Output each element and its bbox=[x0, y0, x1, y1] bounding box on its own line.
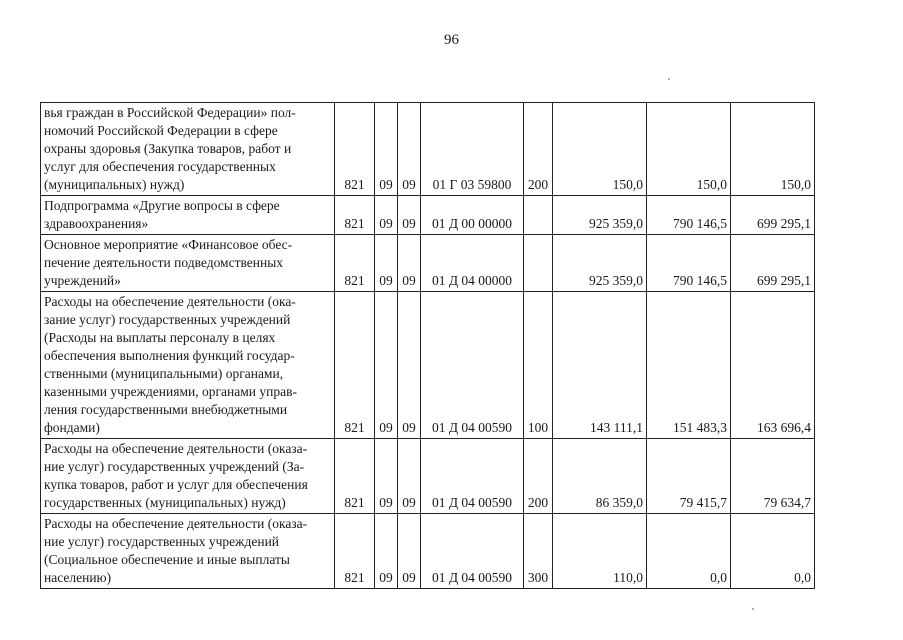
table-row bbox=[41, 439, 815, 514]
amount-year-3: 150,0 bbox=[731, 103, 815, 196]
amount-year-3: 0,0 bbox=[731, 514, 815, 589]
row-description: Подпрограмма «Другие вопросы в сфере здравоохранения» bbox=[41, 196, 335, 235]
amount-year-2: 151 483,3 bbox=[647, 292, 731, 439]
expense-type-code bbox=[524, 235, 553, 292]
section-code: 09 bbox=[375, 439, 398, 514]
amount-year-1: 150,0 bbox=[553, 103, 647, 196]
amount-year-3: 699 295,1 bbox=[731, 196, 815, 235]
subsection-code: 09 bbox=[398, 514, 421, 589]
amount-year-2: 150,0 bbox=[647, 103, 731, 196]
expense-type-code: 300 bbox=[524, 514, 553, 589]
expense-type-code: 200 bbox=[524, 103, 553, 196]
scan-speck bbox=[752, 608, 754, 610]
admin-code: 821 bbox=[335, 439, 375, 514]
amount-year-2: 0,0 bbox=[647, 514, 731, 589]
amount-year-3: 163 696,4 bbox=[731, 292, 815, 439]
budget-table-body bbox=[41, 103, 815, 589]
amount-year-2: 790 146,5 bbox=[647, 196, 731, 235]
admin-code: 821 bbox=[335, 103, 375, 196]
amount-year-1: 925 359,0 bbox=[553, 235, 647, 292]
amount-year-2: 79 415,7 bbox=[647, 439, 731, 514]
admin-code: 821 bbox=[335, 196, 375, 235]
target-article-code: 01 Д 04 00000 bbox=[421, 235, 524, 292]
target-article-code: 01 Д 04 00590 bbox=[421, 439, 524, 514]
scan-speck bbox=[668, 78, 670, 80]
row-description: вья граждан в Российской Федерации» пол- номочий Российской Федерации в сфере охраны здоровья (Закупка товаров, работ и услуг для обеспечения государственных (муниципальных) нужд) bbox=[41, 103, 335, 196]
subsection-code: 09 bbox=[398, 103, 421, 196]
section-code: 09 bbox=[375, 103, 398, 196]
table-row bbox=[41, 103, 815, 196]
amount-year-1: 110,0 bbox=[553, 514, 647, 589]
target-article-code: 01 Д 04 00590 bbox=[421, 292, 524, 439]
amount-year-3: 79 634,7 bbox=[731, 439, 815, 514]
target-article-code: 01 Г 03 59800 bbox=[421, 103, 524, 196]
target-article-code: 01 Д 04 00590 bbox=[421, 514, 524, 589]
admin-code: 821 bbox=[335, 292, 375, 439]
section-code: 09 bbox=[375, 196, 398, 235]
admin-code: 821 bbox=[335, 235, 375, 292]
table-row bbox=[41, 292, 815, 439]
page-number: 96 bbox=[444, 32, 459, 48]
amount-year-2: 790 146,5 bbox=[647, 235, 731, 292]
table-row bbox=[41, 235, 815, 292]
subsection-code: 09 bbox=[398, 235, 421, 292]
subsection-code: 09 bbox=[398, 292, 421, 439]
amount-year-3: 699 295,1 bbox=[731, 235, 815, 292]
subsection-code: 09 bbox=[398, 196, 421, 235]
row-description: Расходы на обеспечение деятельности (оказа- ние услуг) государственных учреждений (За- купка товаров, работ и услуг для обеспечения государственных (муниципальных) нужд) bbox=[41, 439, 335, 514]
expense-type-code bbox=[524, 196, 553, 235]
budget-table bbox=[40, 102, 815, 589]
amount-year-1: 143 111,1 bbox=[553, 292, 647, 439]
section-code: 09 bbox=[375, 235, 398, 292]
table-row bbox=[41, 196, 815, 235]
section-code: 09 bbox=[375, 292, 398, 439]
row-description: Расходы на обеспечение деятельности (ока- зание услуг) государственных учреждений (Расходы на выплаты персоналу в целях обеспечения выполнения функций государ- ственными (муниципальными) органами, казенными учреждениями, органами управ- ления государственными внебюджетными фондами) bbox=[41, 292, 335, 439]
expense-type-code: 200 bbox=[524, 439, 553, 514]
amount-year-1: 925 359,0 bbox=[553, 196, 647, 235]
subsection-code: 09 bbox=[398, 439, 421, 514]
amount-year-1: 86 359,0 bbox=[553, 439, 647, 514]
section-code: 09 bbox=[375, 514, 398, 589]
table-row bbox=[41, 514, 815, 589]
row-description: Основное мероприятие «Финансовое обес- печение деятельности подведомственных учреждений» bbox=[41, 235, 335, 292]
admin-code: 821 bbox=[335, 514, 375, 589]
row-description: Расходы на обеспечение деятельности (оказа- ние услуг) государственных учреждений (Социальное обеспечение и иные выплаты населению) bbox=[41, 514, 335, 589]
target-article-code: 01 Д 00 00000 bbox=[421, 196, 524, 235]
expense-type-code: 100 bbox=[524, 292, 553, 439]
